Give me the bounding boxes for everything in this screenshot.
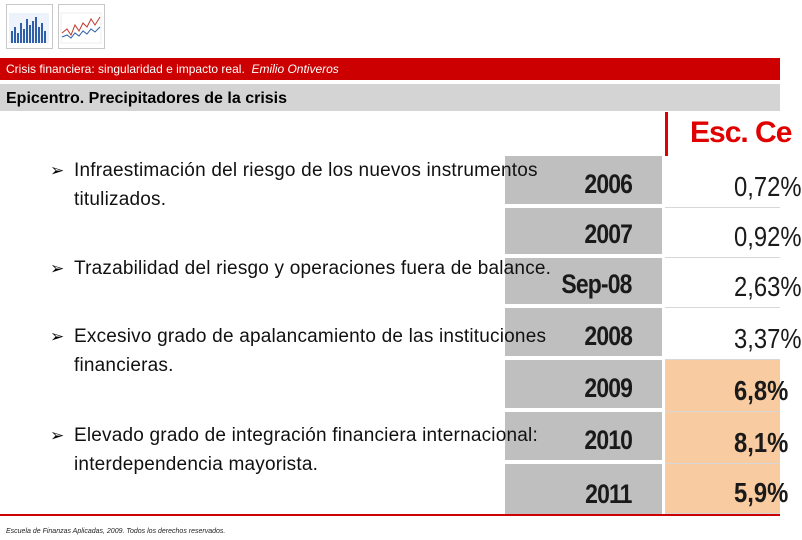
year-label: 2011 [585, 479, 632, 509]
table-row-value-highlighted [665, 412, 789, 464]
year-label: 2010 [584, 425, 632, 455]
value-label: 0,92% [734, 221, 802, 252]
banner-author: Emilio Ontiveros [251, 62, 339, 76]
footer-text: Escuela de Finanzas Aplicadas, 2009. Todos los derechos reservados. [6, 528, 226, 535]
bullet-line-1: Elevado grado de integración financiera internacional: [74, 425, 538, 446]
section-title: Epicentro. Precipitadores de la crisis [6, 90, 287, 107]
bullet-line-2: financieras. [74, 355, 174, 376]
arrow-bullet-icon: ➢ [50, 259, 65, 278]
value-label: 2,63% [734, 271, 802, 302]
arrow-bullet-icon: ➢ [50, 426, 65, 445]
table-row-value [665, 308, 802, 360]
table-header-label: Esc. Ce [690, 116, 792, 149]
thumbnail-chart-left-graphic [7, 11, 52, 47]
banner-text [6, 62, 339, 76]
arrow-bullet-icon: ➢ [50, 161, 65, 180]
year-label: 2008 [584, 321, 632, 351]
table-header-year-cell [505, 112, 662, 156]
table-row-year [505, 464, 662, 514]
table-row-value-highlighted [665, 360, 789, 412]
bullet-line-1: Infraestimación del riesgo de los nuevos instrumentos [74, 160, 538, 181]
value-label: 6,8% [734, 375, 789, 406]
value-label: 8,1% [734, 427, 789, 458]
year-label: Sep-08 [561, 269, 632, 299]
bullet-line-2: titulizados. [74, 189, 167, 210]
thumbnail-chart-right [58, 4, 105, 49]
year-label: 2007 [584, 219, 632, 249]
data-table [505, 112, 802, 516]
value-label: 5,9% [734, 477, 789, 508]
year-label: 2009 [584, 373, 632, 403]
table-row-year [505, 208, 662, 258]
table-row-year [505, 360, 662, 412]
year-label: 2006 [584, 169, 632, 199]
arrow-bullet-icon: ➢ [50, 327, 65, 346]
section-bar [0, 84, 780, 111]
table-row-value [665, 156, 802, 208]
footer-divider [0, 514, 780, 516]
header-banner [0, 58, 780, 80]
table-row-value [665, 258, 802, 308]
table-row-value-highlighted [665, 464, 789, 514]
value-label: 3,37% [734, 323, 802, 354]
value-label: 0,72% [734, 171, 802, 202]
thumbnail-chart-left [6, 4, 53, 49]
bullet-line-1: Excesivo grado de apalancamiento de las instituciones [74, 326, 547, 347]
thumbnail-chart-right-graphic [59, 11, 104, 47]
table-header-value-cell [665, 112, 792, 156]
banner-title: Crisis financiera: singularidad e impacto real. [6, 62, 245, 76]
bullet-line-1: Trazabilidad del riesgo y operaciones fuera de balance. [74, 258, 552, 279]
bullet-line-2: interdependencia mayorista. [74, 454, 319, 475]
table-row-value [665, 208, 802, 258]
